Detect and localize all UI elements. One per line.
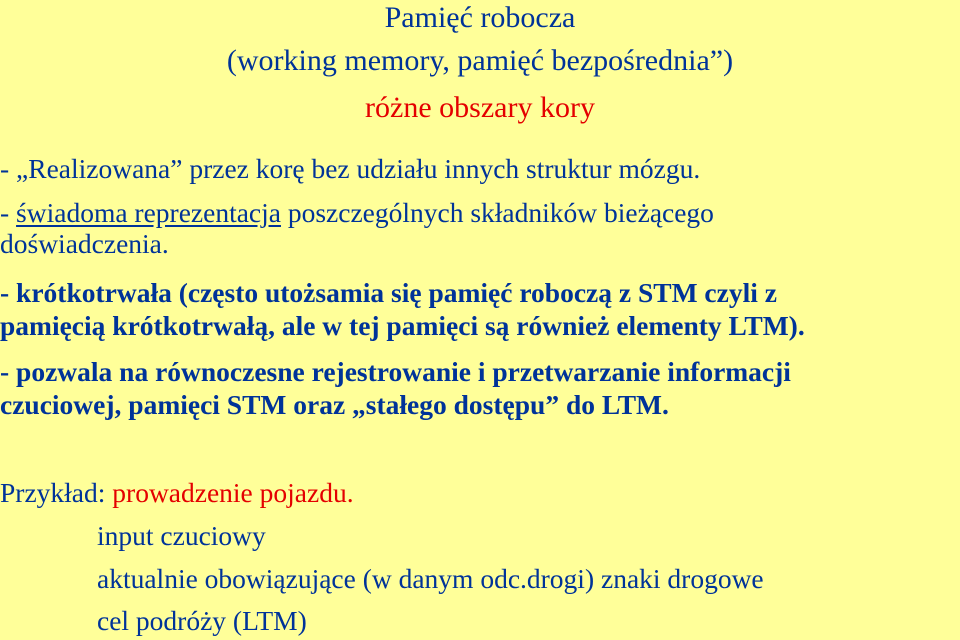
example-item: aktualnie obowiązujące (w danym odc.drogi) znaki drogowe <box>97 563 764 594</box>
example-item: cel podróży (LTM) <box>97 605 307 636</box>
bullet-swiadoma-rest: poszczególnych składników bieżącego <box>280 197 714 228</box>
bullet-krotkotrwala-line2: pamięcią krótkotrwałą, ale w tej pamięci są również elementy LTM). <box>0 310 805 341</box>
bullet-krotkotrwala-line1: - krótkotrwała (często utożsamia się pamięć roboczą z STM czyli z <box>0 277 777 308</box>
slide-topic: różne obszary kory <box>365 91 595 124</box>
bullet-pozwala-line2: czuciowej, pamięci STM oraz „stałego dostępu” do LTM. <box>0 389 669 420</box>
example-label: Przykład: <box>0 477 113 508</box>
slide-title: Pamięć robocza <box>384 1 576 34</box>
example-line <box>0 476 354 510</box>
bullet-swiadoma <box>0 196 714 230</box>
example-value: prowadzenie pojazdu. <box>112 477 354 508</box>
example-item: input czuciowy <box>97 520 266 551</box>
bullet-swiadoma-line2: doświadczenia. <box>0 228 169 259</box>
bullet-realizowana: - „Realizowana” przez korę bez udziału innych struktur mózgu. <box>0 153 701 184</box>
slide-subtitle: (working memory, pamięć bezpośrednia”) <box>226 44 734 77</box>
bullet-swiadoma-underlined: świadoma reprezentacja <box>16 197 281 228</box>
bullet-swiadoma-prefix: - <box>0 197 17 228</box>
bullet-pozwala-line1: - pozwala na równoczesne rejestrowanie i przetwarzanie informacji <box>0 356 791 387</box>
